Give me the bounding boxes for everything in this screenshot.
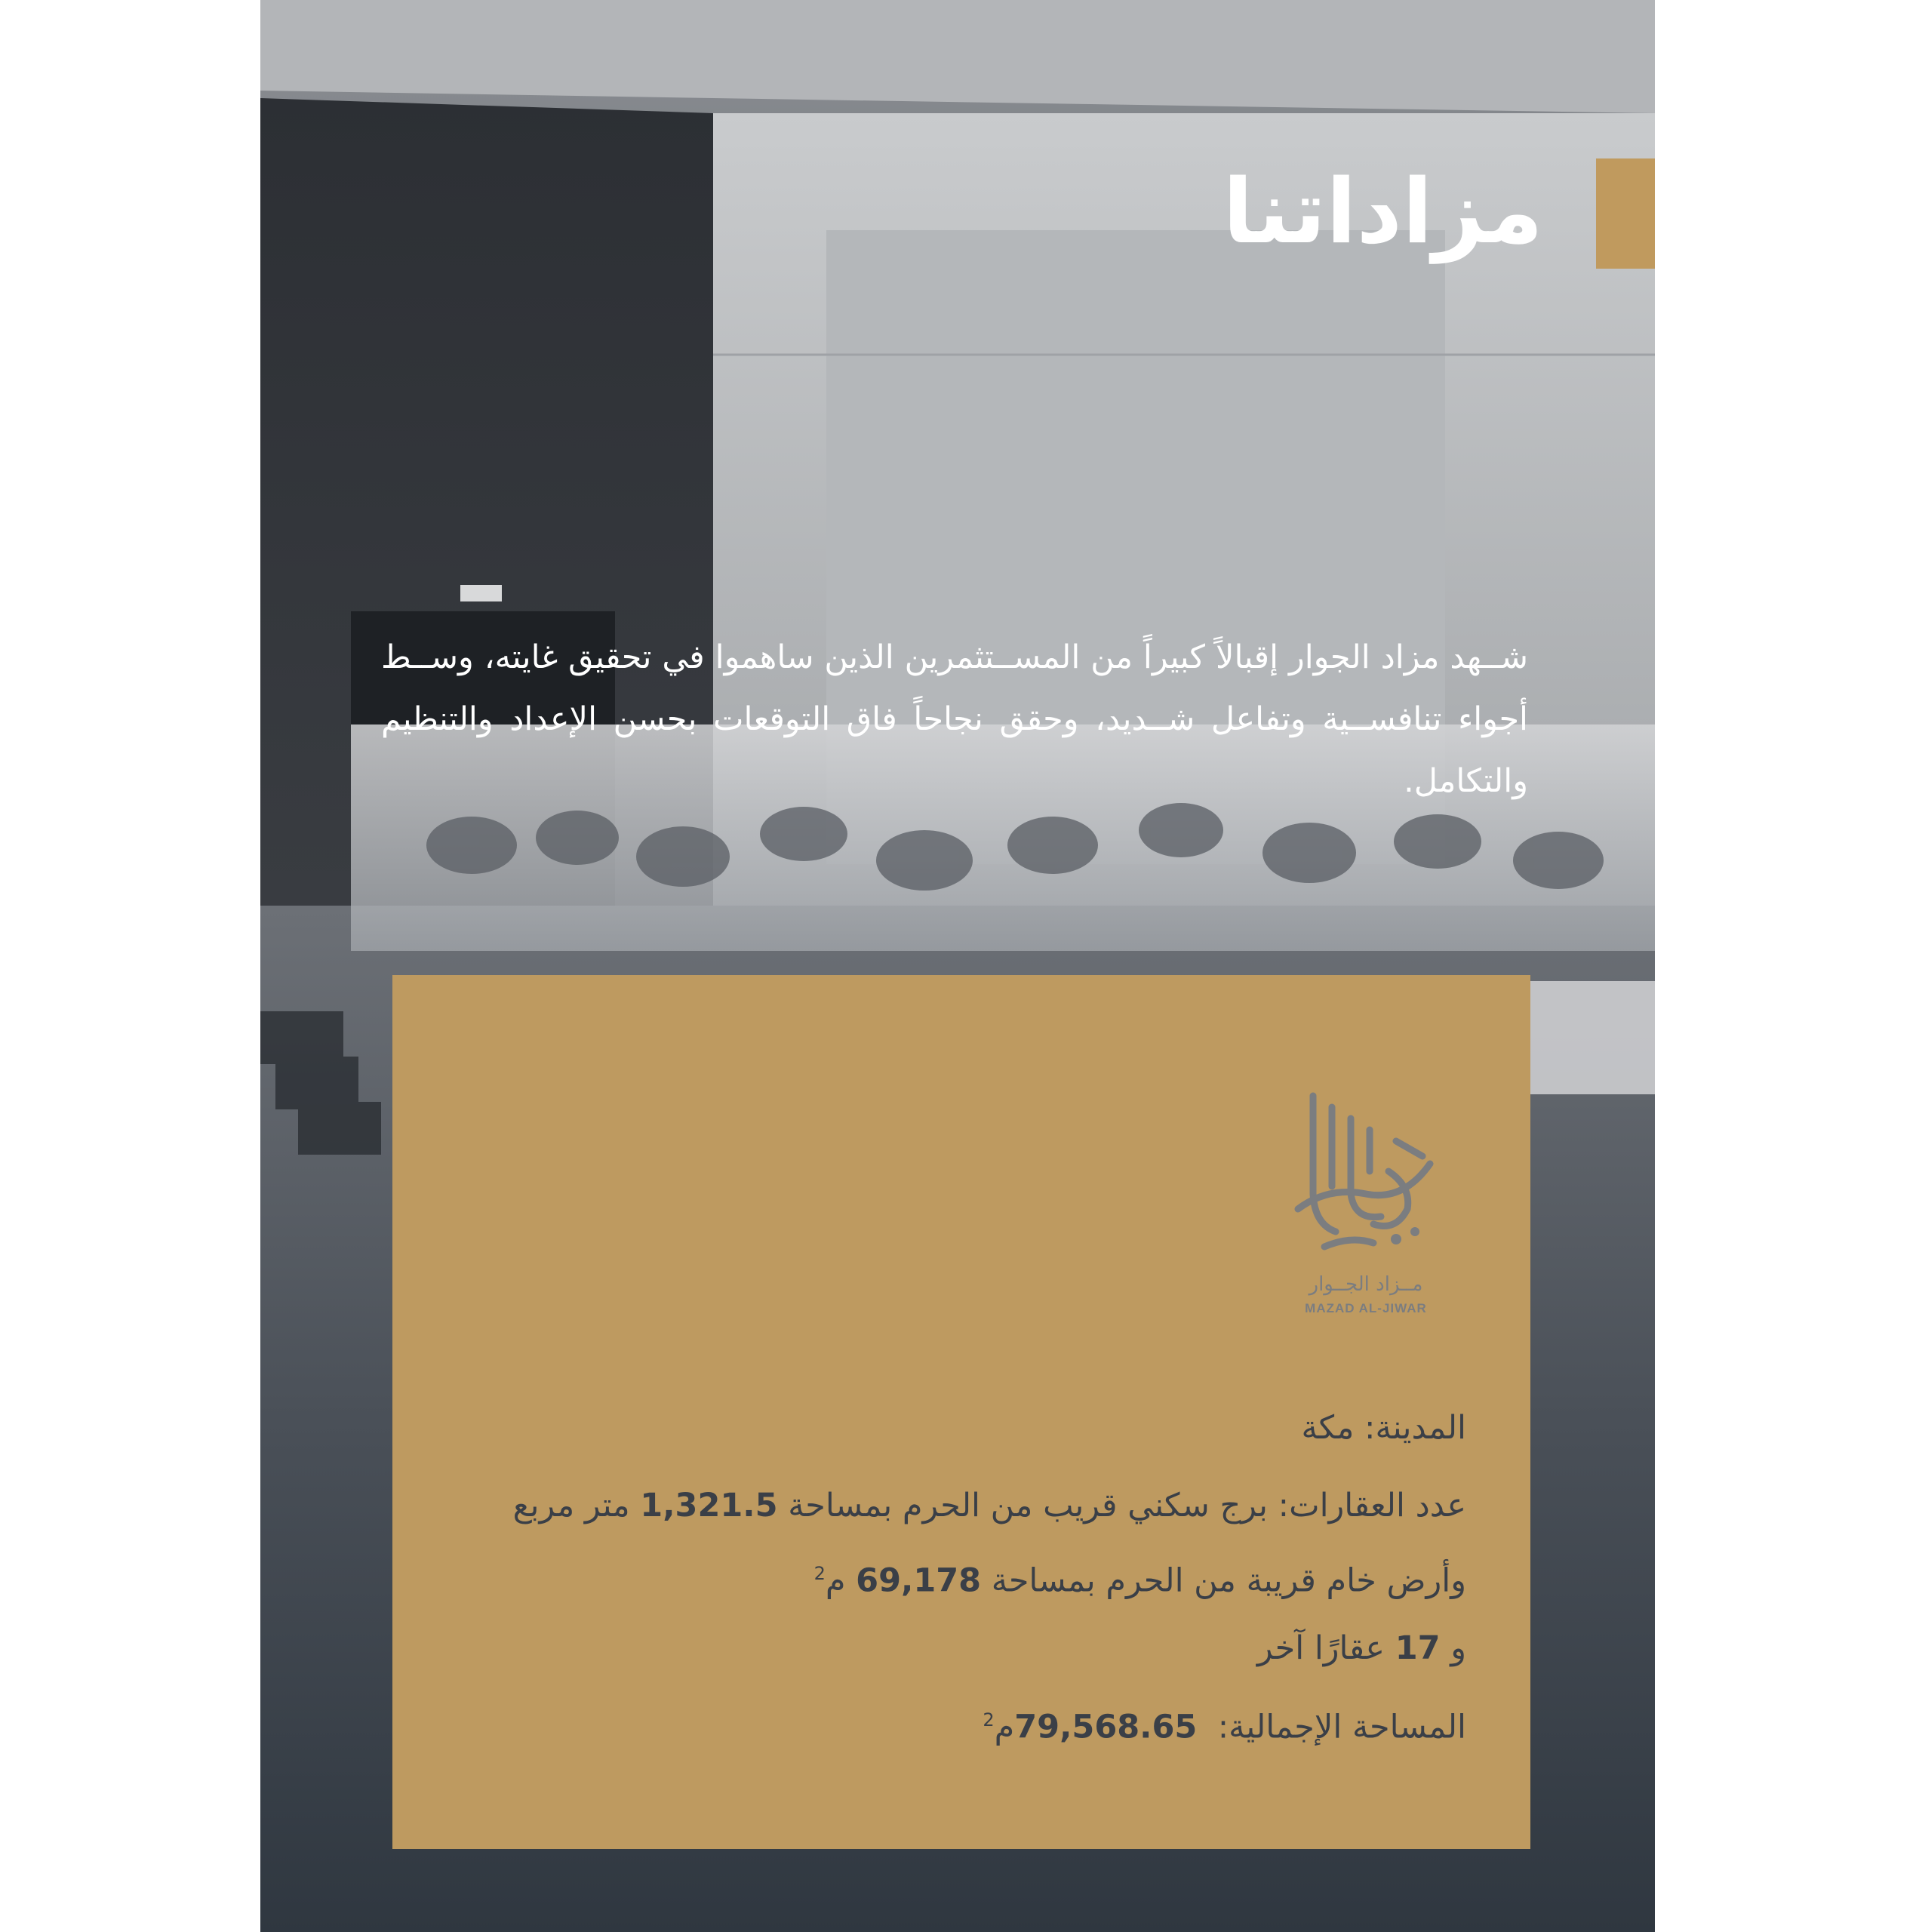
auction-details: [447, 1398, 1466, 1758]
title-accent-bar: [1596, 158, 1655, 269]
total-area-row: [447, 1690, 1466, 1757]
city-label: المدينة:: [1364, 1409, 1466, 1447]
properties-row: [447, 1472, 1466, 1682]
properties-label: عدد العقارات:: [1278, 1487, 1466, 1524]
page-title: مزاداتنا: [1222, 159, 1543, 263]
tower-area-value: 1,321.5: [640, 1487, 778, 1524]
properties-text-2: متر مربع وأرض خام قريبة من الحرم بمساحة: [512, 1487, 1466, 1600]
logo-arabic-name: مــزاد الجــوار: [1309, 1273, 1423, 1296]
intro-paragraph: شــهد مزاد الجوار إقبالاً كبيراً من المســتثمرين الذين ساهموا في تحقيق غايته، وســط أجواء تنافســية وتفاعل شــديد، وحقق نجاحاً فاق التوقعات بحسن الإعداد والتنظيم والتكامل.: [381, 638, 1528, 800]
total-area-value: 79,568.65: [1014, 1708, 1198, 1746]
properties-text-4: عقارًا آخر: [1256, 1629, 1385, 1668]
mazad-al-jiwar-logo-icon: [1283, 1081, 1449, 1269]
other-properties-count: 17: [1395, 1629, 1441, 1668]
land-area-unit: م: [825, 1561, 846, 1600]
properties-text-3: و: [1450, 1629, 1466, 1668]
auction-info-box: [392, 975, 1530, 1849]
properties-text-1: برج سكني قريب من الحرم بمساحة: [788, 1487, 1268, 1524]
total-area-unit-superscript: 2: [983, 1709, 995, 1731]
land-area-unit-superscript: 2: [813, 1563, 826, 1584]
brochure-page: [260, 0, 1655, 1932]
land-area-value: 69,178: [856, 1561, 982, 1600]
city-row: [447, 1398, 1466, 1458]
total-area-label: المساحة الإجمالية:: [1217, 1708, 1466, 1746]
city-value: مكة: [1301, 1409, 1355, 1447]
total-area-unit: م: [994, 1708, 1015, 1746]
logo-english-name: MAZAD AL-JIWAR: [1305, 1301, 1427, 1315]
